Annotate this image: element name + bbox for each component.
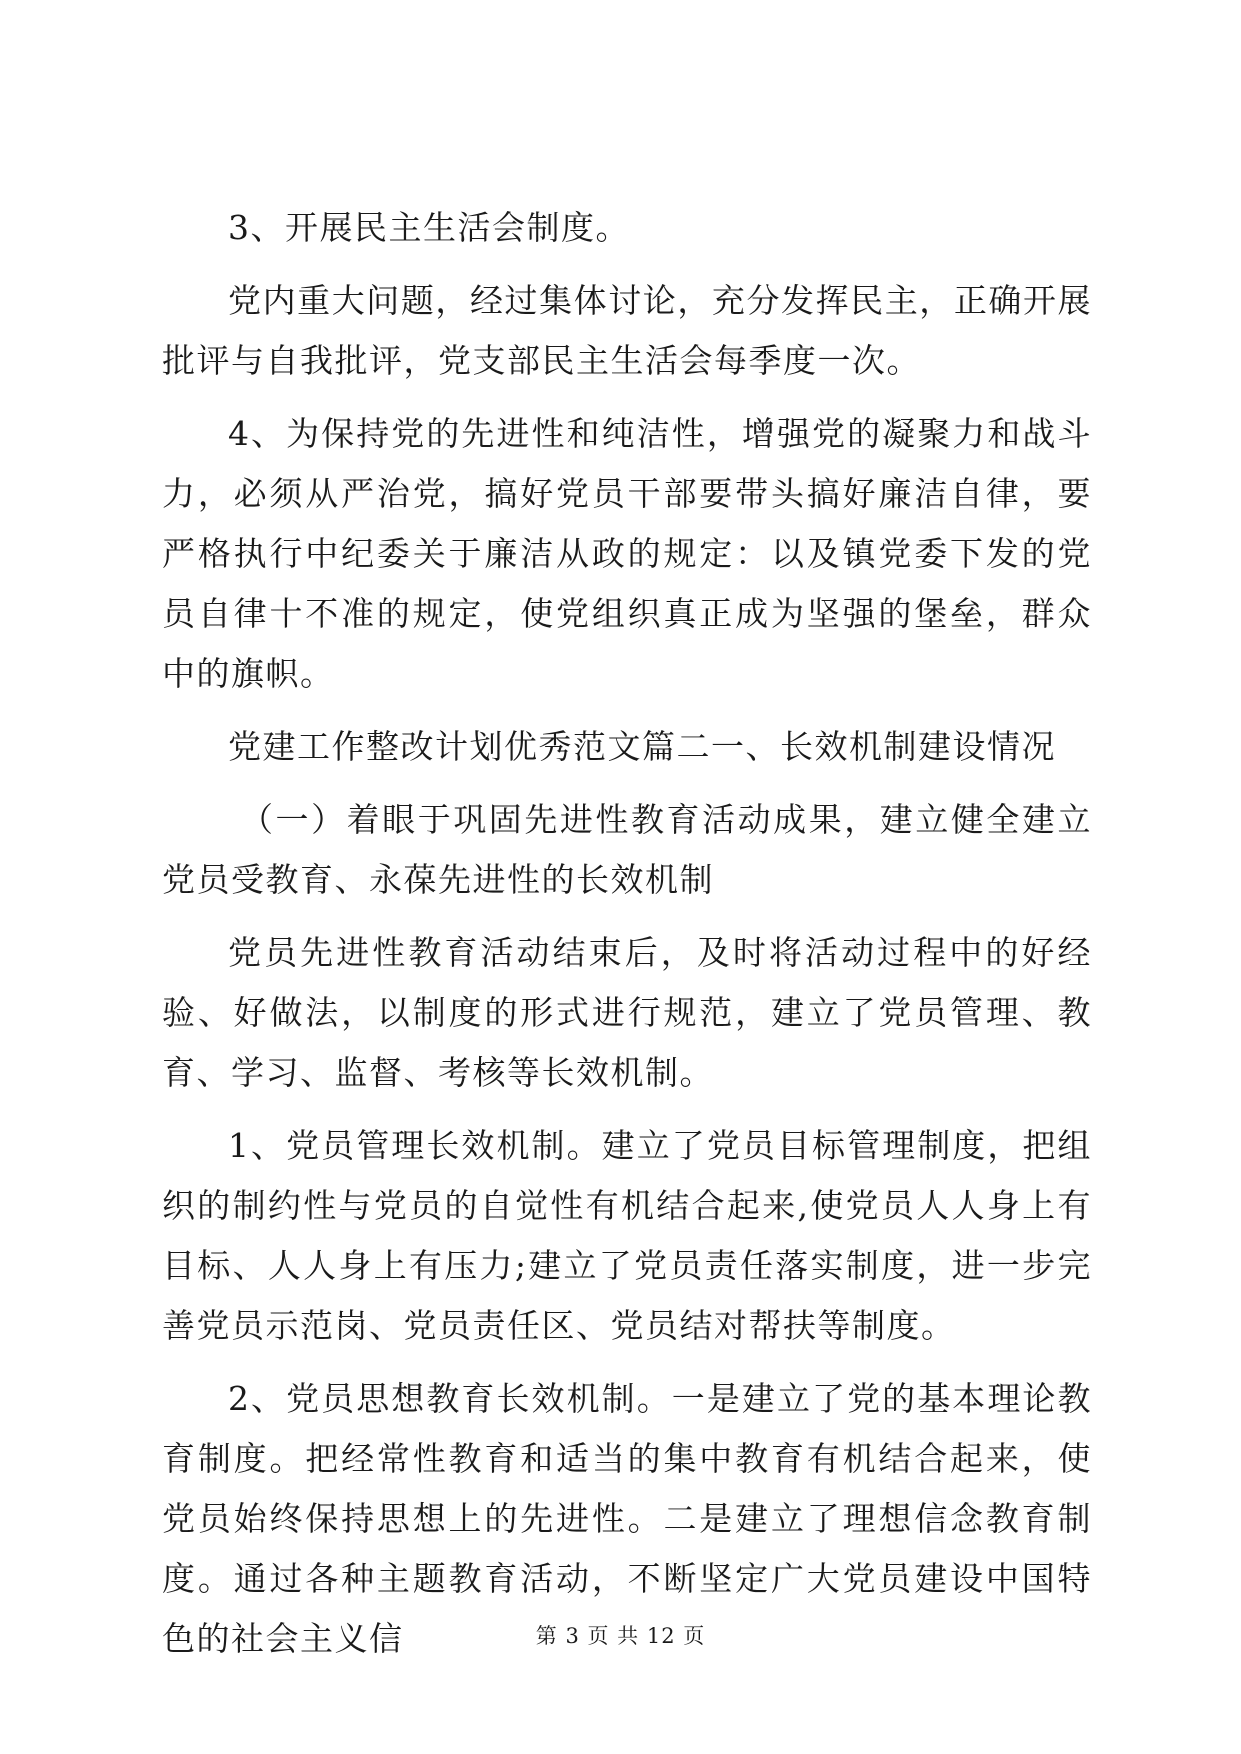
- page-footer: [0, 1620, 1241, 1650]
- paragraph-item-1-management: 1、党员管理长效机制。建立了党员目标管理制度，把组织的制约性与党员的自觉性有机结合起来,使党员人人身上有目标、人人身上有压力;建立了党员责任落实制度，进一步完善党员示范岗、党员责任区、党员结对帮扶等制度。: [162, 1126, 1092, 1345]
- paragraph-party-issues: 党内重大问题，经过集体讨论，充分发挥民主，正确开展批评与自我批评，党支部民主生活会每季度一次。: [162, 281, 1092, 380]
- paragraph-item-3-heading: 3、开展民主生活会制度。: [228, 208, 630, 247]
- page-number-label: 第 3 页 共 12 页: [535, 1624, 706, 1648]
- paragraph-after-activity: 党员先进性教育活动结束后，及时将活动过程中的好经验、好做法，以制度的形式进行规范，建立了党员管理、教育、学习、监督、考核等长效机制。: [162, 933, 1092, 1092]
- paragraph-item-2-education: 2、党员思想教育长效机制。一是建立了党的基本理论教育制度。把经常性教育和适当的集中教育有机结合起来，使党员始终保持思想上的先进性。二是建立了理想信念教育制度。通过各种主题教育活动，不断坚定广大党员建设中国特色的社会主义信: [162, 1379, 1092, 1658]
- paragraph-subsection-1-heading: （一）着眼于巩固先进性教育活动成果，建立健全建立党员受教育、永葆先进性的长效机制: [162, 800, 1092, 899]
- document-body: [162, 198, 1092, 1682]
- paragraph-section-title: 党建工作整改计划优秀范文篇二一、长效机制建设情况: [228, 727, 1056, 766]
- paragraph-item-4: 4、为保持党的先进性和纯洁性，增强党的凝聚力和战斗力，必须从严治党，搞好党员干部要带头搞好廉洁自律，要严格执行中纪委关于廉洁从政的规定：以及镇党委下发的党员自律十不准的规定，使党组织真正成为坚强的堡垒，群众中的旗帜。: [162, 414, 1092, 693]
